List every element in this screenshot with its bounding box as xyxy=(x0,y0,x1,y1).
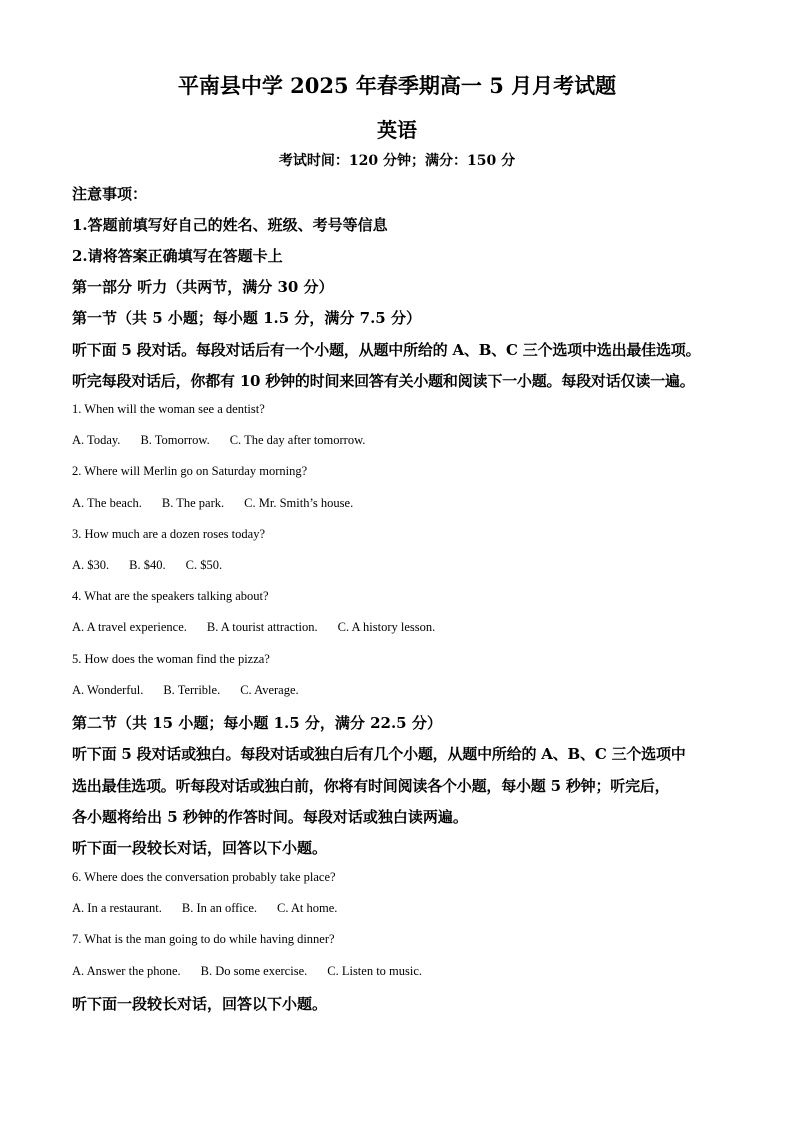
notes-item-1: 1.答题前填写好自己的姓名、班级、考号等信息 xyxy=(72,216,388,234)
dialogue-intro: 听下面一段较长对话，回答以下小题。 xyxy=(72,839,328,857)
exam-title: 平南县中学 2025 年春季期高一 5 月月考试题 xyxy=(177,73,617,98)
question-options xyxy=(72,964,754,979)
question-stem: 7. What is the man going to do while having dinner? xyxy=(72,932,335,946)
question-options xyxy=(72,496,754,511)
question-stem: 6. Where does the conversation probably take place? xyxy=(72,870,336,884)
dialogue-intro: 听下面一段较长对话，回答以下小题。 xyxy=(72,995,328,1013)
option-c: C. A history lesson. xyxy=(337,620,436,634)
option-c: C. At home. xyxy=(277,901,338,915)
question-stem: 3. How much are a dozen roses today? xyxy=(72,527,265,541)
option-a: A. Today. xyxy=(72,433,121,447)
question-options xyxy=(72,558,754,573)
question-stem: 2. Where will Merlin go on Saturday morning? xyxy=(72,464,308,478)
option-a: A. $30. xyxy=(72,558,110,572)
option-c: C. Listen to music. xyxy=(327,964,423,978)
option-a: A. Wonderful. xyxy=(72,683,144,697)
question-stem: 4. What are the speakers talking about? xyxy=(72,589,269,603)
part1-heading: 第一部分 听力（共两节，满分 30 分） xyxy=(72,278,334,296)
section1-heading: 第一节（共 5 小题；每小题 1.5 分，满分 7.5 分） xyxy=(72,309,421,327)
option-c: C. $50. xyxy=(185,558,223,572)
section1-instruction: 听完每段对话后，你都有 10 秒钟的时间来回答有关小题和阅读下一小题。每段对话仅读一遍。 xyxy=(72,372,695,390)
option-b: B. Terrible. xyxy=(163,683,221,697)
option-b: B. Tomorrow. xyxy=(140,433,210,447)
question-stem: 1. When will the woman see a dentist? xyxy=(72,402,265,416)
exam-info: 考试时间：120 分钟；满分：150 分 xyxy=(278,153,516,169)
section2-instruction: 选出最佳选项。听每段对话或独白前，你将有时间阅读各个小题，每小题 5 秒钟；听完后， xyxy=(72,777,670,795)
option-a: A. Answer the phone. xyxy=(72,964,181,978)
subject-title: 英语 xyxy=(377,118,417,142)
question-stem: 5. How does the woman find the pizza? xyxy=(72,652,270,666)
option-c: C. Average. xyxy=(240,683,299,697)
question-options xyxy=(72,620,754,635)
question-options xyxy=(72,433,754,448)
option-a: A. A travel experience. xyxy=(72,620,187,634)
section1-instruction: 听下面 5 段对话。每段对话后有一个小题，从题中所给的 A、B、C 三个选项中选出最佳选项。 xyxy=(72,341,701,359)
option-c: C. Mr. Smith’s house. xyxy=(244,496,354,510)
option-b: B. In an office. xyxy=(181,901,257,915)
question-options xyxy=(72,683,754,698)
option-b: B. The park. xyxy=(161,496,225,510)
option-a: A. In a restaurant. xyxy=(72,901,162,915)
option-b: B. $40. xyxy=(129,558,166,572)
section2-instruction: 听下面 5 段对话或独白。每段对话或独白后有几个小题，从题中所给的 A、B、C 三个选项中 xyxy=(72,745,686,763)
notes-heading: 注意事项： xyxy=(72,185,148,203)
option-b: B. A tourist attraction. xyxy=(206,620,318,634)
option-c: C. The day after tomorrow. xyxy=(229,433,366,447)
option-a: A. The beach. xyxy=(72,496,142,510)
question-options xyxy=(72,901,754,916)
notes-item-2: 2.请将答案正确填写在答题卡上 xyxy=(72,247,283,265)
section2-heading: 第二节（共 15 小题；每小题 1.5 分，满分 22.5 分） xyxy=(72,714,442,732)
option-b: B. Do some exercise. xyxy=(200,964,308,978)
section2-instruction: 各小题将给出 5 秒钟的作答时间。每段对话或独白读两遍。 xyxy=(72,808,468,826)
